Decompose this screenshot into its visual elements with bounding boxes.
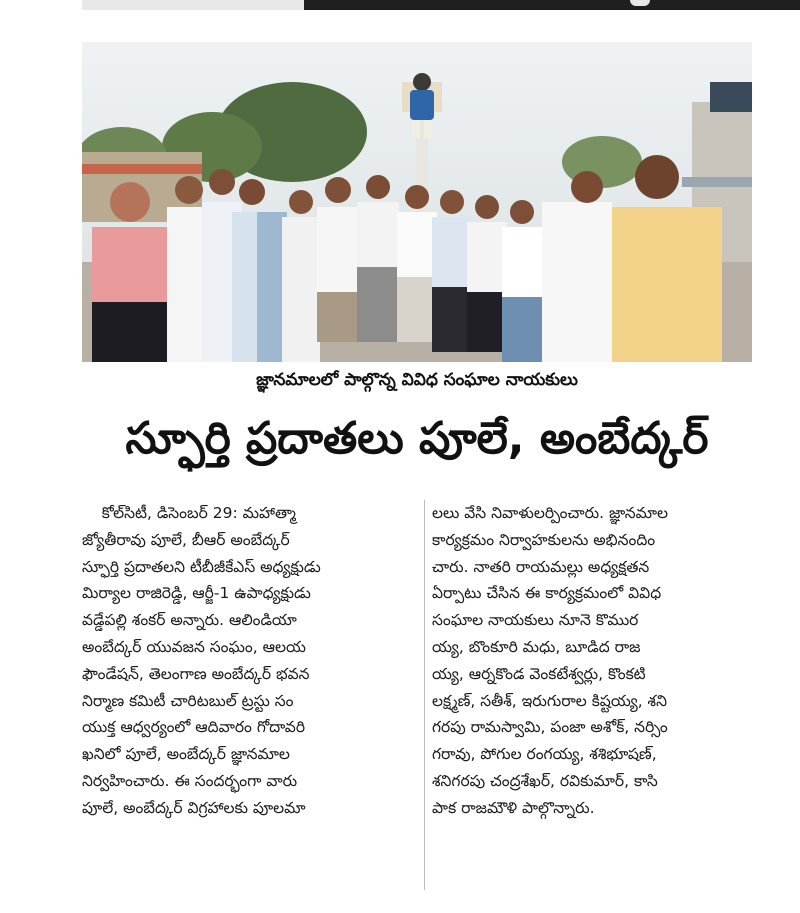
article-line: కోల్‌సిటీ, డిసెంబర్ 29: మహాత్మా xyxy=(82,504,296,522)
article-line: నిర్మాణ కమిటీ చారిటబుల్ ట్రస్టు సం xyxy=(82,691,294,710)
article-line: ఏర్పాటు చేసిన ఈ కార్యక్రమంలో వివిధ xyxy=(432,584,662,603)
photo-caption: జ్ఞానమాలలో పాల్గొన్న వివిధ సంఘాల నాయకులు xyxy=(256,370,578,390)
headline: స్ఫూర్తి ప్రదాతలు పూలే, అంబేద్కర్ xyxy=(125,413,709,464)
article-line: ఫౌండేషన్, తెలంగాణ అంబేద్కర్ భవన xyxy=(82,664,310,683)
article-line: సంఘాల నాయకులు నూనె కొముర xyxy=(432,611,639,630)
article-line: గరావు, పోగుల రంగయ్య, శశిభూషణ్, xyxy=(432,745,657,764)
column-divider xyxy=(424,500,425,890)
article-column-right xyxy=(432,500,754,822)
article-line: స్ఫూర్తి ప్రదాతలని టీబీజీకేఎస్ అధ్యక్షుడు xyxy=(82,557,321,576)
article-line: య్య, బొంకూరి మధు, బూడిద రాజ xyxy=(432,637,641,656)
article-line: లలు వేసి నివాళులర్పించారు. జ్ఞానమాల xyxy=(432,504,668,522)
header-strip-dark xyxy=(304,0,800,10)
article-line: కార్యక్రమం నిర్వాహకులను అభినందిం xyxy=(432,530,656,549)
article-column-left xyxy=(82,500,416,822)
article-line: పూలే, అంబేద్కర్ విగ్రహాలకు పూలమా xyxy=(82,798,306,817)
article-line: యుక్త ఆధ్వర్యంలో ఆదివారం గోదావరి xyxy=(82,718,306,737)
article-line: అంబేద్కర్ యువజన సంఘం, ఆలయ xyxy=(82,637,306,656)
article-line: వడ్డేపల్లి శంకర్ అన్నారు. ఆలిండియా xyxy=(82,611,297,630)
group-photo-statue-icon xyxy=(82,42,752,362)
article-line: మిర్యాల రాజిరెడ్డి, ఆర్జీ-1 ఉపాధ్యక్షుడు xyxy=(82,584,311,603)
article-line: నిర్వహించారు. ఈ సందర్భంగా వారు xyxy=(82,771,298,790)
article-line: య్య, ఆర్నకొండ వెంకటేశ్వర్లు, కొంకటి xyxy=(432,664,646,683)
article-line: లక్ష్మణ్, సతీశ్, ఇరుగురాల కిష్టయ్య, శని xyxy=(432,691,667,710)
news-photo xyxy=(82,42,752,362)
header-strip-notch xyxy=(630,0,650,6)
article-line: చారు. నాతరి రాయమల్లు అధ్యక్షతన xyxy=(432,557,650,576)
article-line: శనిగరపు చంద్రశేఖర్, రవికుమార్, కాసి xyxy=(432,771,658,790)
article-line: ఖనిలో పూలే, అంబేద్కర్ జ్ఞానమాల xyxy=(82,745,290,764)
article-line: గరపు రామస్వామి, పంజా అశోక్, నర్సిం xyxy=(432,718,668,737)
header-strip xyxy=(82,0,800,10)
article-line: పాక రాజమౌళి పాల్గొన్నారు. xyxy=(432,798,595,817)
article-line: జ్యోతీరావు పూలే, బీఆర్ అంబేద్కర్ xyxy=(82,530,290,549)
